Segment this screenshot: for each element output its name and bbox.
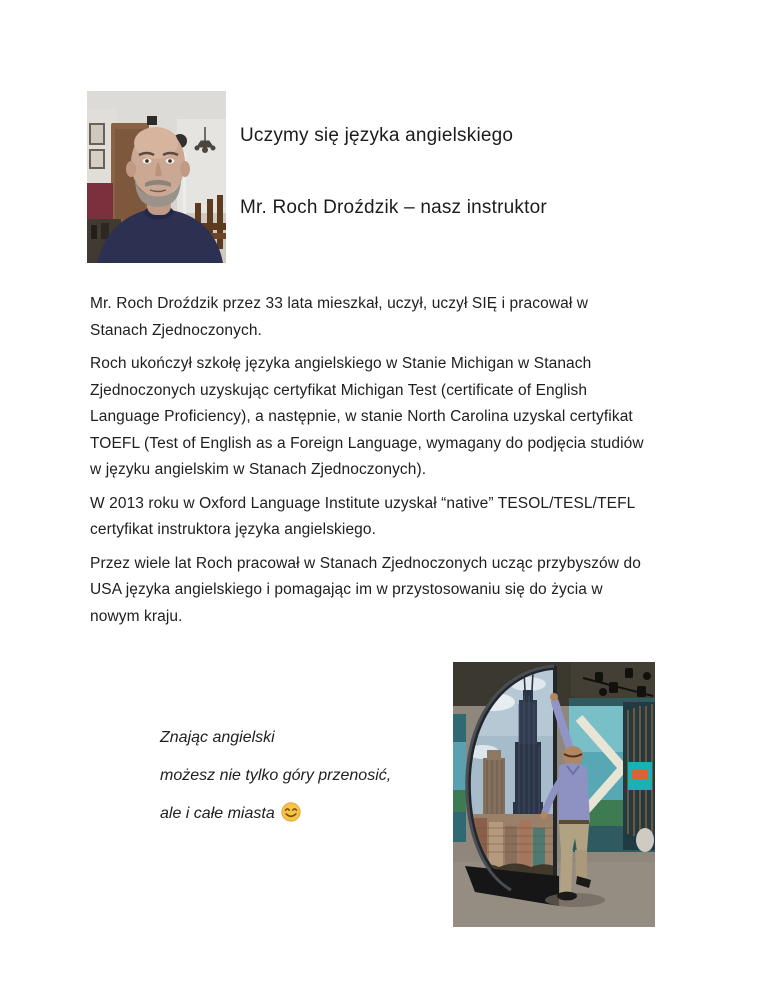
text-line: Mr. Roch Droździk przez 33 lata mieszkał, uczył, uczył SIĘ i pracował w — [90, 295, 589, 312]
text-line: Stanach Zjednoczonych. — [90, 321, 262, 339]
quote-line-text: ale i całe miasta — [160, 805, 275, 822]
text-line: Language Proficiency), a następnie, w stanie North Carolina uzyskal certyfikat — [90, 408, 633, 425]
bio-paragraph-4 — [90, 551, 705, 631]
text-line: nowym kraju. — [90, 607, 183, 625]
text-line: TOEFL (Test of English as a Foreign Language, wymagany do podjęcia studiów — [90, 434, 644, 452]
page-subtitle: Mr. Roch Droździk – nasz instruktor — [240, 197, 547, 218]
text-line: Przez wiele lat Roch pracował w Stanach Zjednoczonych ucząc przybyszów do — [90, 554, 641, 572]
text-line: w języku angielskim w Stanach Zjednoczonych). — [90, 461, 427, 478]
page-title: Uczymy się języka angielskiego — [240, 125, 514, 146]
text-line: Roch ukończył szkołę języka angielskiego w Stanie Michigan w Stanach — [90, 355, 592, 372]
exhibit-photo-illustration — [453, 662, 655, 927]
bio-text-block — [90, 291, 705, 637]
smiling-face-emoji-icon — [281, 802, 301, 830]
quote-line: Znając angielski — [160, 729, 275, 746]
instructor-portrait-photo — [87, 91, 226, 263]
portrait-photo-illustration — [87, 91, 226, 263]
bio-paragraph-3 — [90, 491, 705, 544]
text-line: W 2013 roku w Oxford Language Institute uzyskał “native” TESOL/TESL/TEFL — [90, 494, 636, 512]
museum-exhibit-photo — [453, 662, 655, 927]
quote-block — [160, 726, 391, 840]
text-line: Zjednoczonych uzyskując certyfikat Michigan Test (certificate of English — [90, 381, 588, 399]
bio-paragraph-2 — [90, 351, 705, 484]
quote-line: możesz nie tylko góry przenosić, — [160, 767, 392, 784]
text-line: USA języka angielskiego i pomagając im w przystosowaniu się do życia w — [90, 581, 603, 598]
text-line: certyfikat instruktora języka angielskiego. — [90, 521, 377, 538]
bio-paragraph-1 — [90, 291, 705, 344]
quote-line-last — [160, 802, 391, 840]
